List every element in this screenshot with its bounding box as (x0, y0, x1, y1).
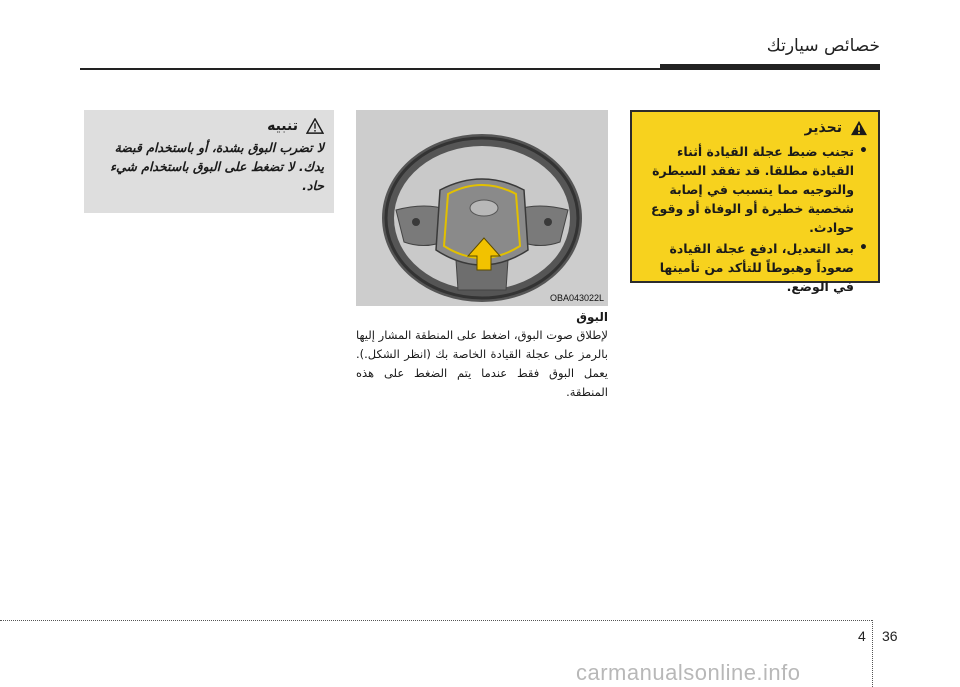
page-section-number: 4 (858, 628, 866, 644)
page-number: 36 (882, 628, 898, 644)
notice-header (94, 118, 324, 134)
header-rule-thin (80, 68, 660, 70)
warning-triangle-icon (850, 120, 868, 136)
horn-body: لإطلاق صوت البوق، اضغط على المنطقة المشار إليها بالرمز على عجلة القيادة الخاصة بك (انظر الشكل.). يعمل البوق فقط عندما يتم الضغط على هذه المنطقة. (356, 328, 608, 399)
warning-title: تحذير (804, 120, 842, 136)
page-header-title: خصائص سيارتك (766, 36, 880, 56)
footer-divider (872, 620, 873, 687)
figure-code: OBA043022L (549, 293, 604, 303)
horn-title: البوق (576, 310, 608, 324)
steering-wheel-illustration (356, 110, 608, 306)
notice-box (84, 110, 334, 213)
warning-header (642, 120, 868, 136)
warning-item: • تجنب ضبط عجلة القيادة أثناء القيادة مطلقا. قد تفقد السيطرة والتوجيه مما يتسبب في إصابة شخصية خطيرة أو الوفاة أو وقوع حوادث. (642, 142, 868, 237)
horn-section (356, 310, 608, 402)
notice-title: تنبيه (267, 118, 298, 134)
warning-item: • بعد التعديل، ادفع عجلة القيادة صعوداً وهبوطاً للتأكد من تأمينها في الوضع. (642, 239, 868, 296)
footer-rule (0, 620, 872, 621)
caution-triangle-icon (306, 118, 324, 134)
warning-list (642, 142, 868, 296)
watermark: carmanualsonline.info (576, 660, 801, 685)
steering-wheel-figure (356, 110, 608, 306)
notice-body: لا تضرب البوق بشدة، أو باستخدام قبضة يدك. لا تضغط على البوق باستخدام شيء حاد. (110, 140, 324, 193)
header-rule-thick (660, 64, 880, 70)
warning-box (630, 110, 880, 294)
